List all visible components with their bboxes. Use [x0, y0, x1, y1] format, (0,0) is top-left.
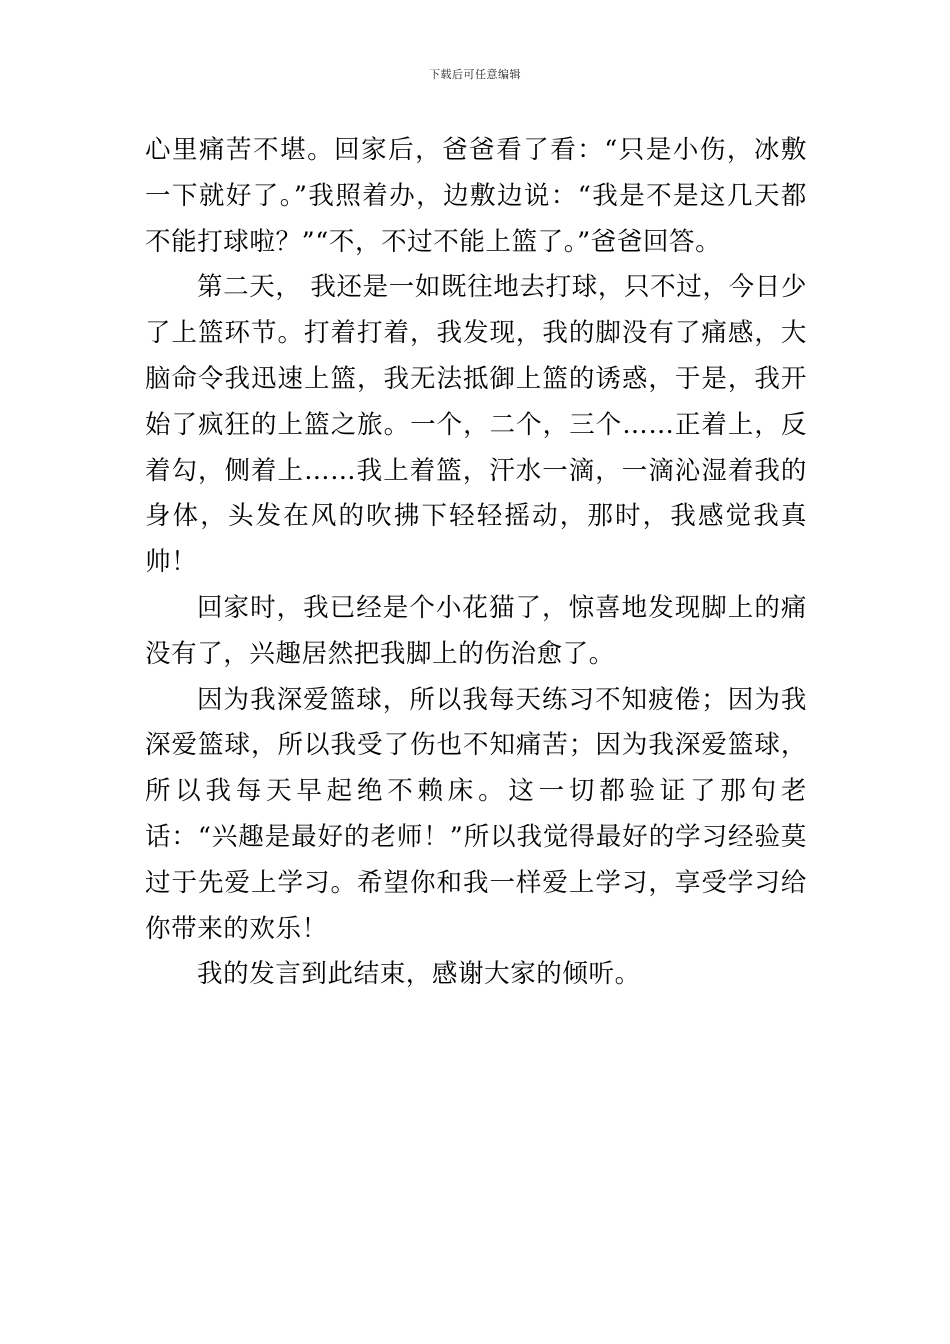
paragraph-conclusion: 因为我深爱篮球，所以我每天练习不知疲倦；因为我深爱篮球，所以我受了伤也不知痛苦；因为我深爱篮球，所以我每天早起绝不赖床。这一切都验证了那句老话：“兴趣是最好的老师！”所以我觉得最好的学习经验莫过于先爱上学习。希望你和我一样爱上学习，享受学习给你带来的欢乐！: [145, 684, 807, 944]
page-header: 下载后可任意编辑: [429, 68, 521, 81]
paragraph-closing: 我的发言到此结束，感谢大家的倾听。: [197, 959, 641, 990]
paragraph-return-home: 回家时，我已经是个小花猫了，惊喜地发现脚上的痛没有了，兴趣居然把我脚上的伤治愈了。: [145, 592, 807, 669]
paragraph-continuation: 心里痛苦不堪。回家后，爸爸看了看：“只是小伤，冰敷一下就好了。”我照着办，边敷边说：“我是不是这几天都不能打球啦？”“不，不过不能上篮了。”爸爸回答。: [145, 135, 807, 257]
paragraph-second-day: 第二天， 我还是一如既往地去打球，只不过，今日少了上篮环节。打着打着，我发现，我的脚没有了痛感，大脑命令我迅速上篮，我无法抵御上篮的诱惑，于是，我开始了疯狂的上篮之旅。一个，二个，三个……正着上，反着勾，侧着上……我上着篮，汗水一滴，一滴沁湿着我的身体，头发在风的吹拂下轻轻摇动，那时，我感觉我真帅！: [145, 272, 807, 578]
document-body: [145, 128, 807, 998]
